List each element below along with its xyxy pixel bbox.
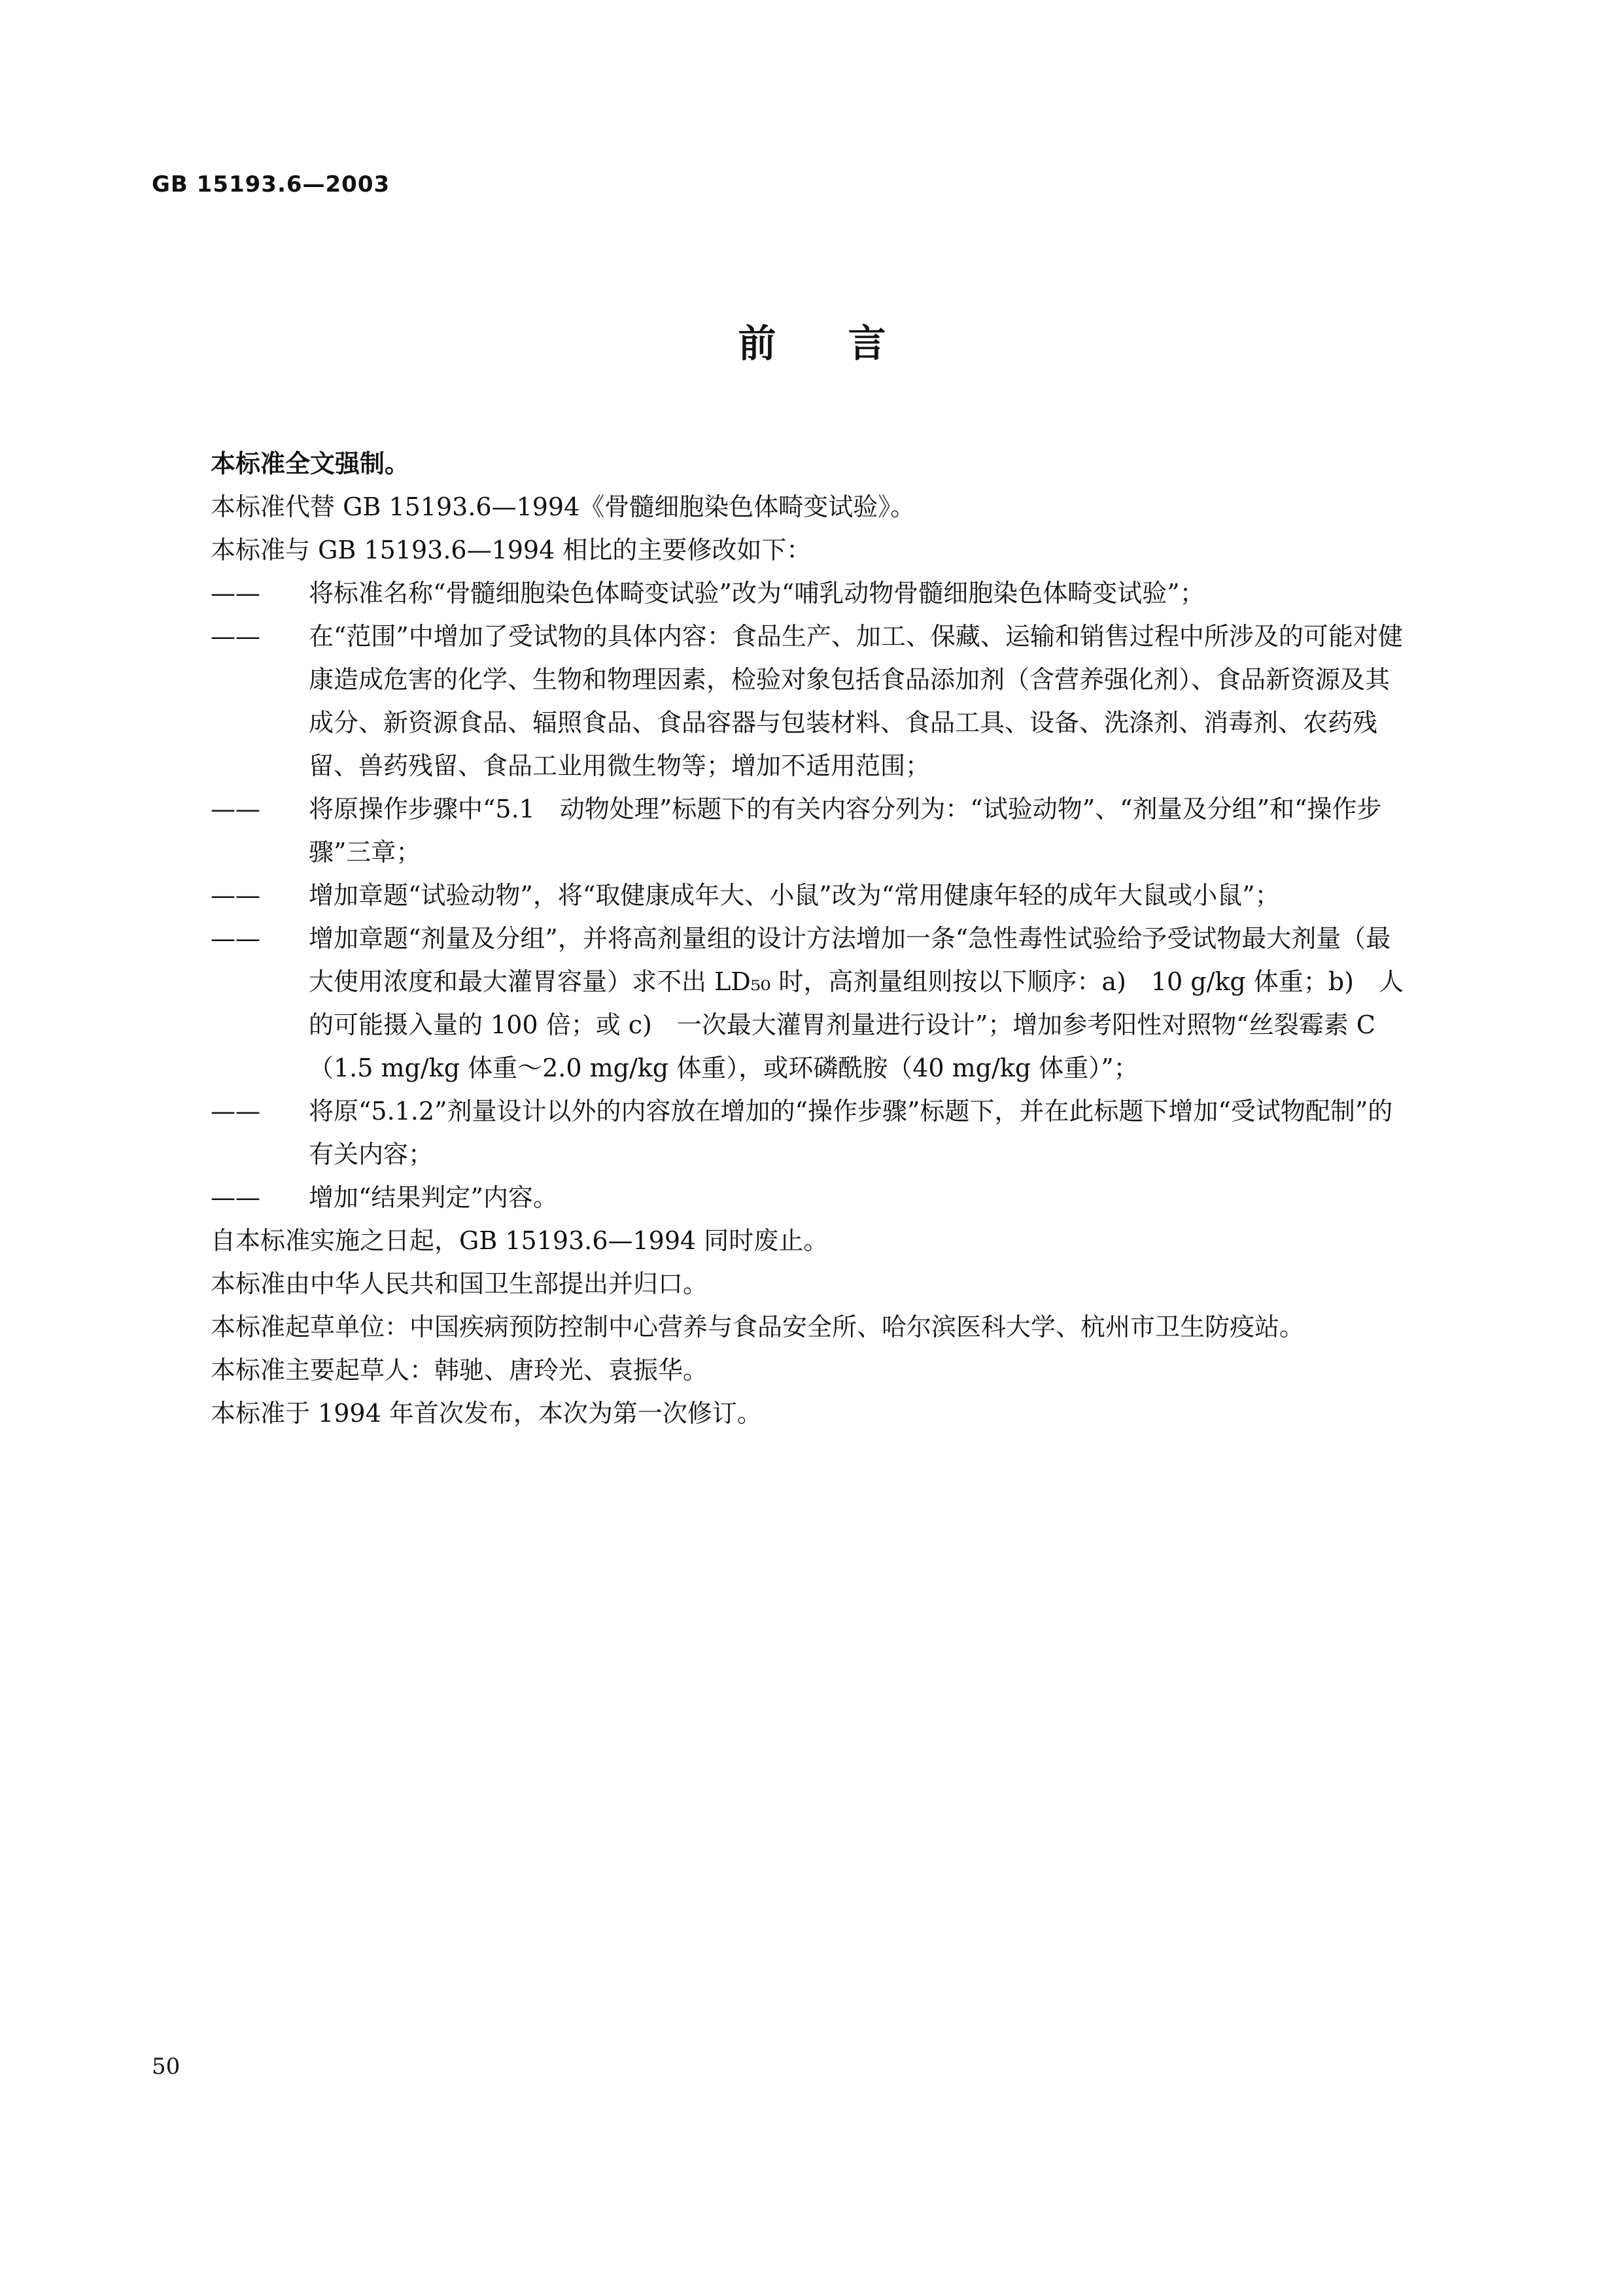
change-item-text: 增加“结果判定”内容。 <box>309 1183 558 1212</box>
replaces-statement: 本标准代替 GB 15193.6—1994《骨髓细胞染色体畸变试验》。 <box>211 492 916 521</box>
change-item-text: 增加章题“剂量及分组”，并将高剂量组的设计方法增加一条“急性毒性试验给予受试物最大剂量（最大使用浓度和最大灌胃容量）求不出 LD₅₀ 时，高剂量组则按以下顺序：a) 10 g/kg 体重；b) 人的可能摄入量的 100 倍；或 c) 一次最大灌胃剂量进行设计”；增加参考阳性对照物“丝裂霉素 C（1.5 mg/kg 体重～2.0 mg/kg 体重），或环磷酰胺（40 mg/kg 体重）”； <box>309 924 1404 1082</box>
change-item <box>211 615 1408 787</box>
release-history: 本标准于 1994 年首次发布，本次为第一次修订。 <box>211 1399 762 1428</box>
page-number: 50 <box>152 2054 181 2080</box>
main-drafters: 本标准主要起草人：韩驰、唐玲光、袁振华。 <box>211 1356 708 1384</box>
dash-mark: —— <box>211 924 260 953</box>
page-title: 前言 <box>738 321 958 366</box>
proposer-statement: 本标准由中华人民共和国卫生部提出并归口。 <box>211 1269 708 1298</box>
standard-code: GB 15193.6—2003 <box>152 171 390 198</box>
change-item-text: 将原操作步骤中“5.1 动物处理”标题下的有关内容分列为：“试验动物”、“剂量及分组”和“操作步骤”三章； <box>309 795 1382 867</box>
change-item <box>211 874 1408 917</box>
change-item-text: 在“范围”中增加了受试物的具体内容：食品生产、加工、保藏、运输和销售过程中所涉及的可能对健康造成危害的化学、生物和物理因素，检验对象包括食品添加剂（含营养强化剂）、食品新资源及其成分、新资源食品、辐照食品、食品容器与包装材料、食品工具、设备、洗涤剂、消毒剂、农药残留、兽药残留、食品工业用微生物等；增加不适用范围； <box>309 622 1403 780</box>
dash-mark: —— <box>211 579 260 608</box>
dash-mark: —— <box>211 795 260 823</box>
changes-intro: 本标准与 GB 15193.6—1994 相比的主要修改如下： <box>211 536 812 564</box>
change-item <box>211 1176 1408 1219</box>
change-item <box>211 1090 1408 1176</box>
dash-mark: —— <box>211 622 260 651</box>
dash-mark: —— <box>211 1183 260 1212</box>
change-item-text: 增加章题“试验动物”，将“取健康成年大、小鼠”改为“常用健康年轻的成年大鼠或小鼠”； <box>309 881 1280 910</box>
change-item <box>211 917 1408 1090</box>
dash-mark: —— <box>211 1097 260 1126</box>
foreword-body <box>152 442 1408 1435</box>
change-item <box>211 787 1408 874</box>
dash-mark: —— <box>211 881 260 910</box>
change-item-text: 将原“5.1.2”剂量设计以外的内容放在增加的“操作步骤”标题下，并在此标题下增加“受试物配制”的有关内容； <box>309 1097 1393 1169</box>
abolition-statement: 自本标准实施之日起，GB 15193.6—1994 同时废止。 <box>211 1226 829 1255</box>
change-item <box>211 572 1408 615</box>
drafting-units: 本标准起草单位：中国疾病预防控制中心营养与食品安全所、哈尔滨医科大学、杭州市卫生防疫站。 <box>211 1313 1305 1341</box>
change-item-text: 将标准名称“骨髓细胞染色体畸变试验”改为“哺乳动物骨髓细胞染色体畸变试验”； <box>309 579 1205 608</box>
mandatory-statement: 本标准全文强制。 <box>211 449 410 478</box>
